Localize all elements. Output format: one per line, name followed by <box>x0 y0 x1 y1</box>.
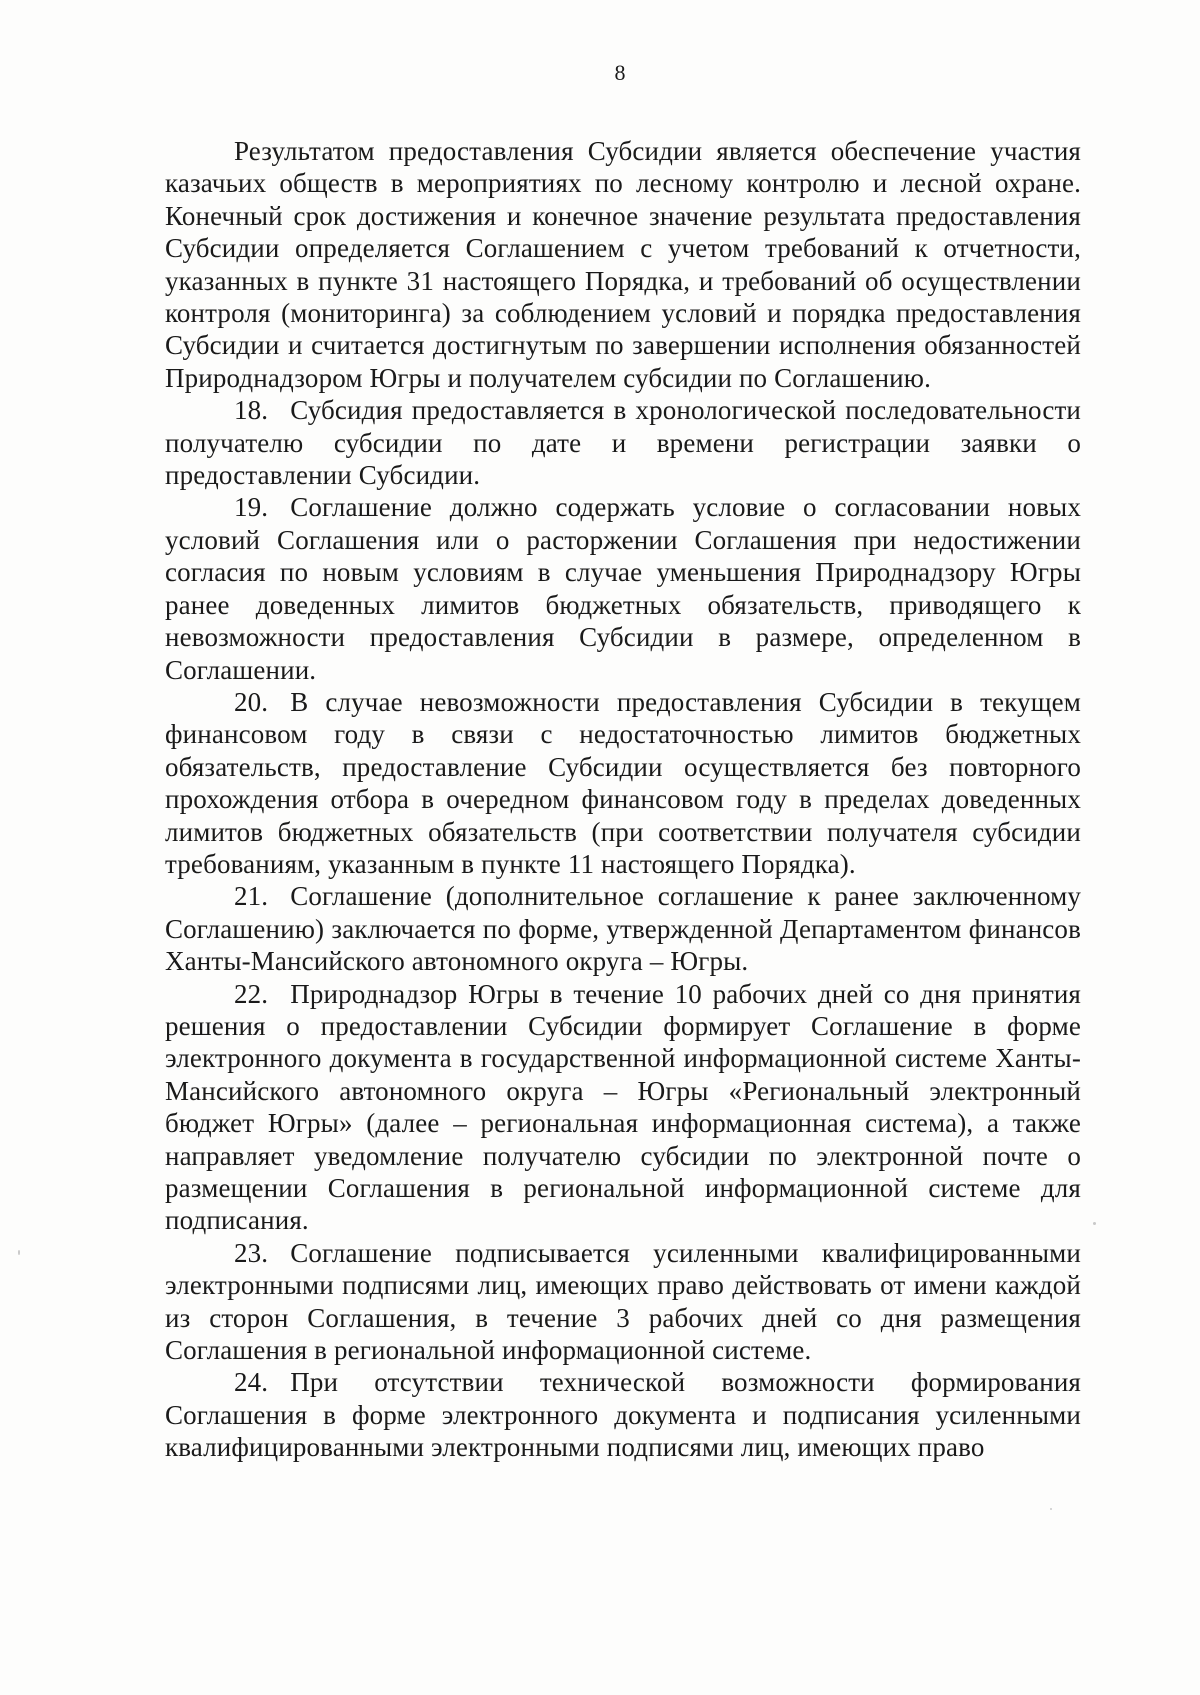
paragraph-number: 22. <box>234 978 269 1009</box>
paragraph-number: 18. <box>234 395 269 426</box>
scan-speck <box>18 1250 20 1255</box>
paragraph-text: Результатом предоставления Субсидии является обеспечение участия казачьих обществ в мероприятиях по лесному контролю и лесной охране. Конечный срок достижения и конечное значение результата предоставления Субсидии определяется Соглашением с учетом требований к отчетности, указанных в пункте 31 настоящего Порядка, и требований об осуществлении контроля (мониторинга) за соблюдением условий и порядка предоставления Субсидии и считается достигнутым по завершении исполнения обязанностей Природнадзором Югры и получателем субсидии по Соглашению. <box>165 136 1081 393</box>
paragraph-text: Соглашение подписывается усиленными квалифицированными электронными подписями лиц, имеющих право действовать от имени каждой из сторон Соглашения, в течение 3 рабочих дней со дня размещения Соглашения в региональной информационной системе. <box>165 1237 1081 1366</box>
paragraph-18 <box>165 394 1081 491</box>
scan-speck <box>1093 1222 1096 1225</box>
paragraph-22 <box>165 978 1081 1237</box>
paragraph-number: 23. <box>234 1237 269 1268</box>
paragraph-number: 19. <box>234 492 269 523</box>
scan-speck <box>1050 1508 1052 1510</box>
paragraph-21 <box>165 880 1081 977</box>
paragraph-result <box>165 135 1081 394</box>
paragraph-text: Соглашение (дополнительное соглашение к ранее заключенному Соглашению) заключается по форме, утвержденной Департаментом финансов Ханты-Мансийского автономного округа – Югры. <box>165 881 1081 977</box>
paragraph-23 <box>165 1237 1081 1367</box>
paragraph-20 <box>165 686 1081 880</box>
paragraph-number: 20. <box>234 686 269 717</box>
paragraph-19 <box>165 491 1081 685</box>
paragraph-text: При отсутствии технической возможности формирования Соглашения в форме электронного документа и подписания усиленными квалифицированными электронными подписями лиц, имеющих право <box>165 1367 1081 1463</box>
paragraph-24 <box>165 1366 1081 1463</box>
paragraph-text: Природнадзор Югры в течение 10 рабочих дней со дня принятия решения о предоставлении Субсидии формирует Соглашение в форме электронного документа в государственной информационной системе Ханты-Мансийского автономного округа – Югры «Региональный электронный бюджет Югры» (далее – региональная информационная система), а также направляет уведомление получателю субсидии по электронной почте о размещении Соглашения в региональной информационной системе для подписания. <box>165 978 1081 1236</box>
paragraph-number: 24. <box>234 1367 269 1398</box>
paragraph-text: Соглашение должно содержать условие о согласовании новых условий Соглашения или о расторжении Соглашения при недостижении согласия по новым условиям в случае уменьшения Природнадзору Югры ранее доведенных лимитов бюджетных обязательств, приводящего к невозможности предоставления Субсидии в размере, определенном в Соглашении. <box>165 492 1081 685</box>
paragraph-text: Субсидия предоставляется в хронологической последовательности получателю субсидии по дате и времени регистрации заявки о предоставлении Субсидии. <box>165 395 1081 491</box>
paragraph-number: 21. <box>234 881 269 912</box>
paragraph-text: В случае невозможности предоставления Субсидии в текущем финансовом году в связи с недостаточностью лимитов бюджетных обязательств, предоставление Субсидии осуществляется без повторного прохождения отбора в очередном финансовом году в пределах доведенных лимитов бюджетных обязательств (при соответствии получателя субсидии требованиям, указанным в пункте 11 настоящего Порядка). <box>165 686 1081 879</box>
page-number: 8 <box>614 60 626 85</box>
document-body <box>165 135 1081 1464</box>
